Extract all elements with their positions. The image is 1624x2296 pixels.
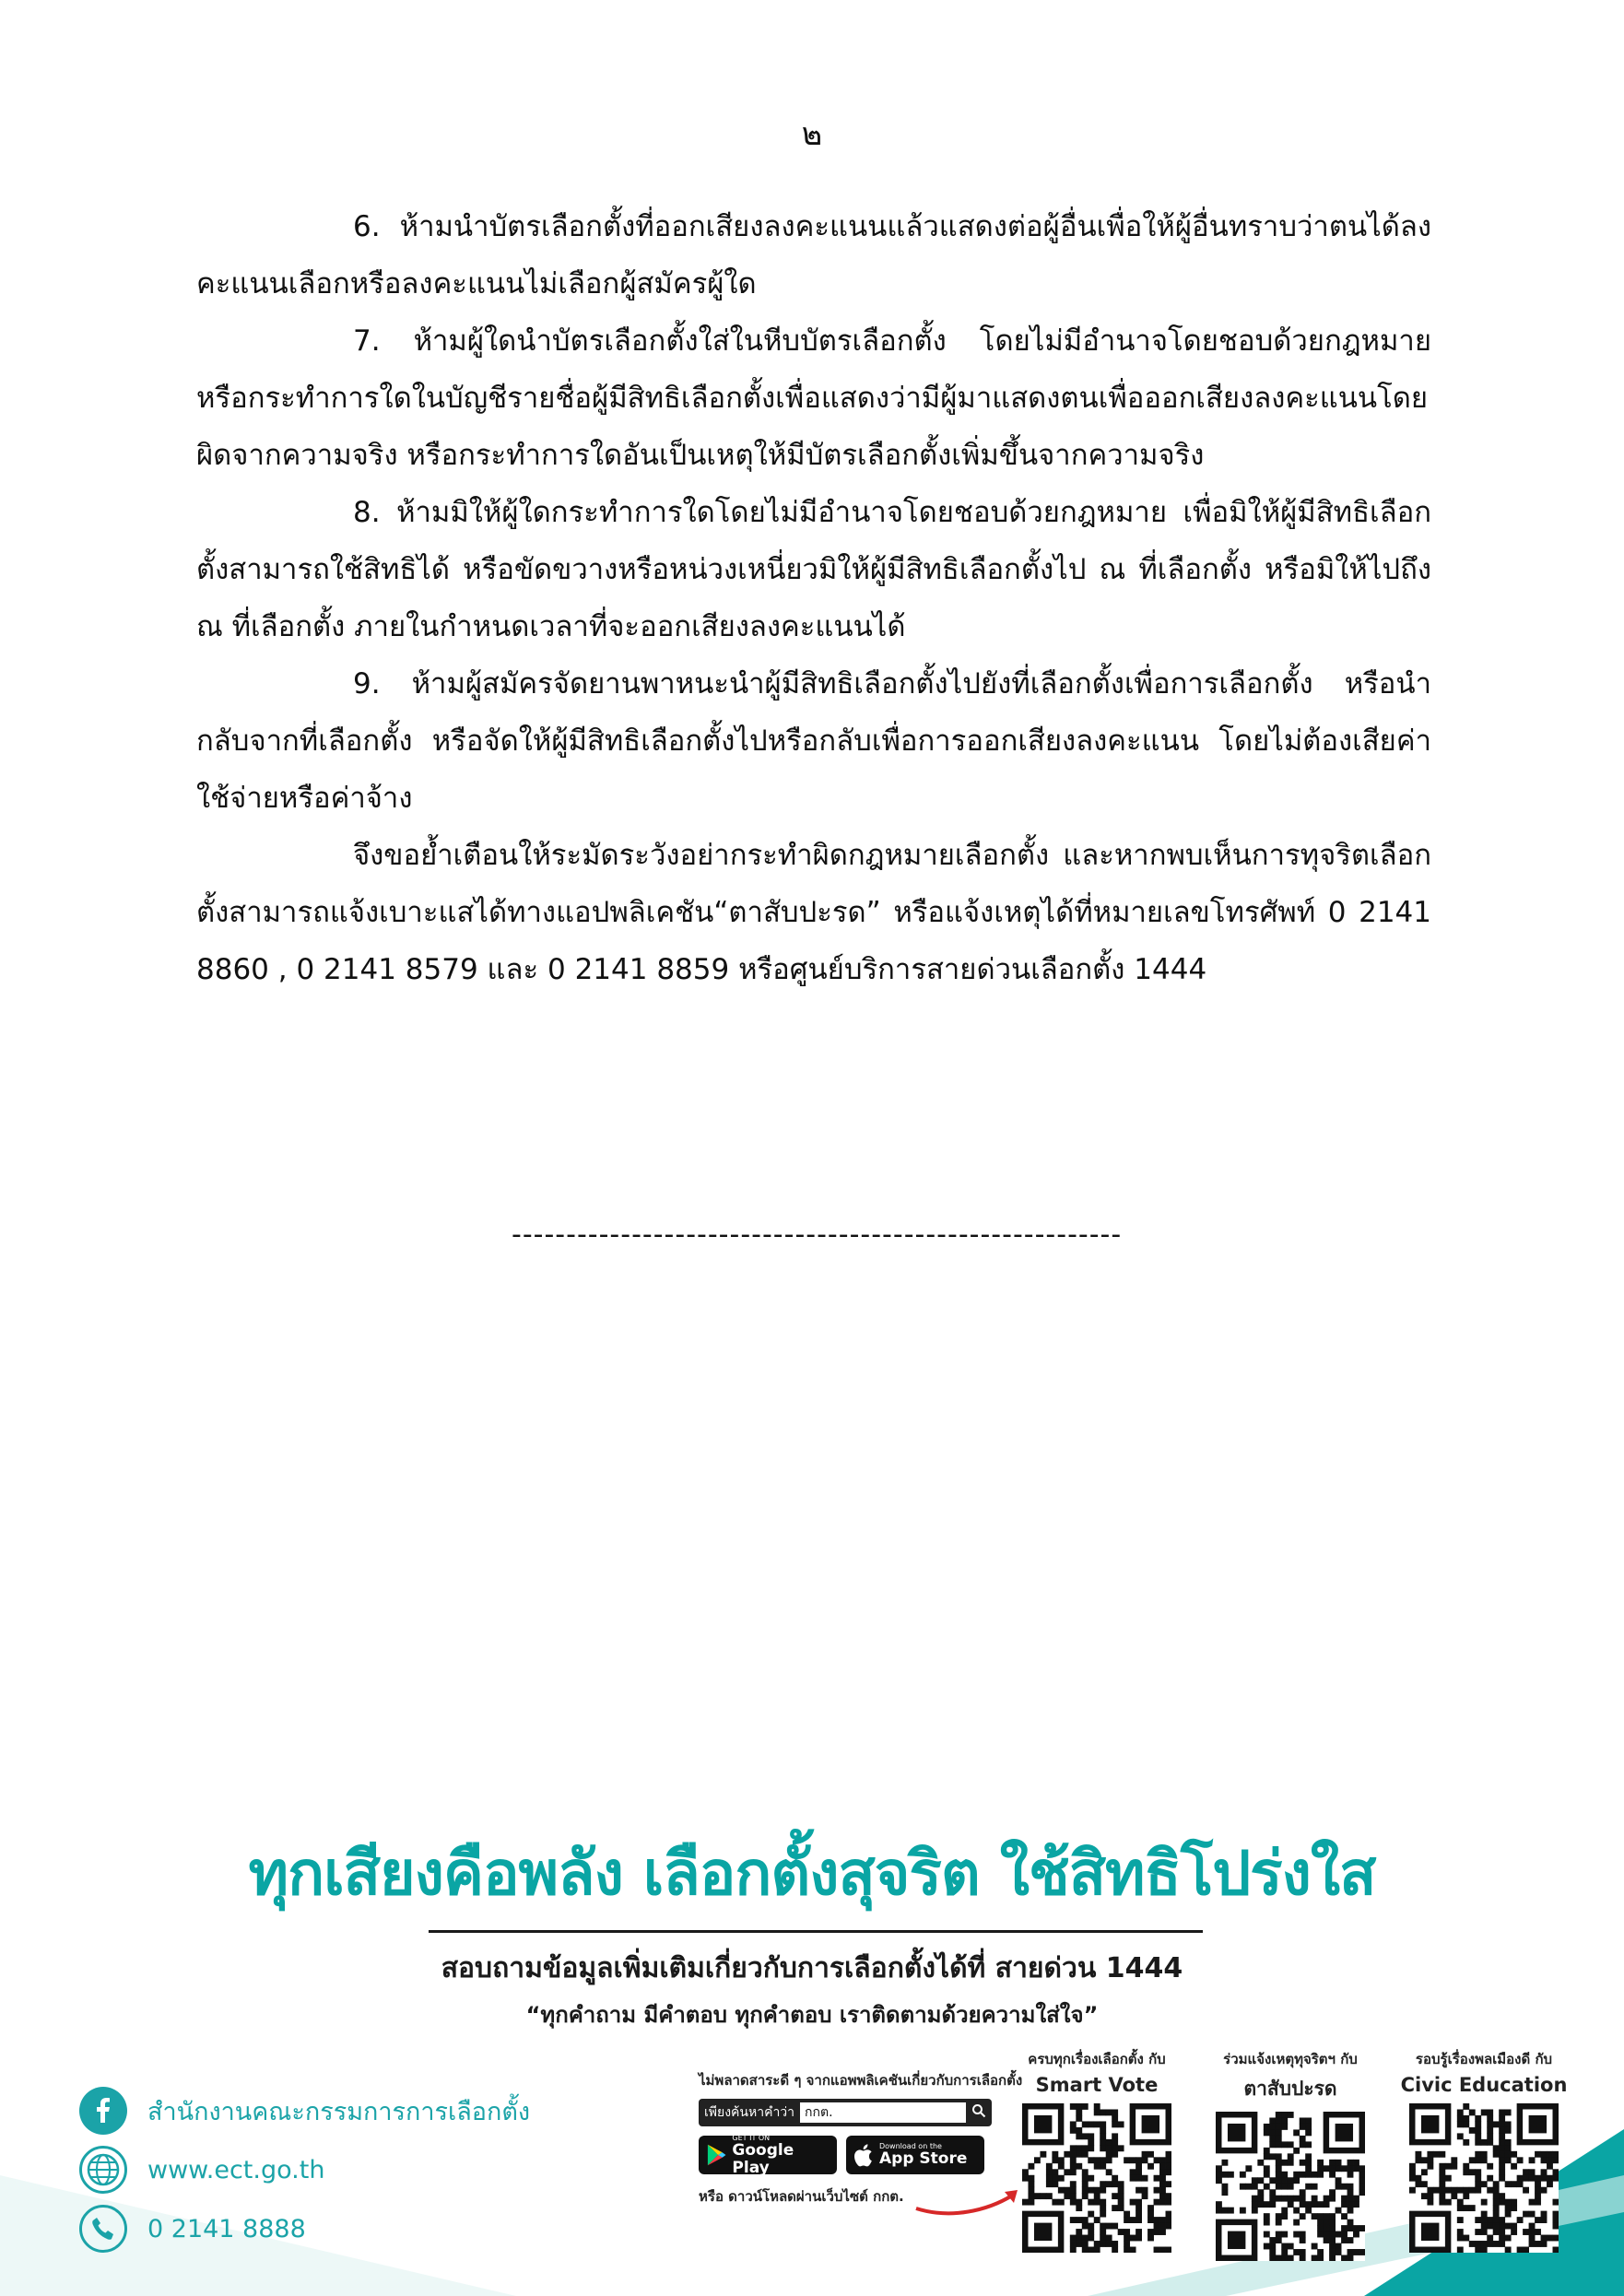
contact-website[interactable] [79, 2144, 324, 2196]
campaign-slogan: ทุกเสียงคือพลัง เลือกตั้งสุจริต ใช้สิทธิโปร่งใส [248, 1838, 1376, 1909]
search-label: เพียงค้นหาคำว่า [704, 2105, 795, 2120]
qr-code-civic-education [1409, 2103, 1559, 2253]
apple-icon [853, 2143, 874, 2167]
facebook-icon [79, 2087, 127, 2135]
qr-caption-smart-vote: ครบทุกเรื่องเลือกตั้ง กับ [1028, 2051, 1166, 2067]
paragraph-8: 8. ห้ามมิให้ผู้ใดกระทำการใดโดยไม่มีอำนาจโดยชอบด้วยกฎหมาย เพื่อมิให้ผู้มีสิทธิเลือกตั้งสามารถใช้สิทธิได้ หรือขัดขวางหรือหน่วงเหนี่ยวมิให้ผู้มีสิทธิเลือกตั้งไป ณ ที่เลือกตั้ง หรือมิให้ไปถึง ณ ที่เลือกตั้ง ภายในกำหนดเวลาที่จะออกเสียงลงคะแนนได้ [196, 496, 1431, 643]
qr-smart-vote[interactable] [1009, 2048, 1184, 2253]
motto-text: “ทุกคำถาม มีคำตอบ ทุกคำตอบ เราติดตามด้วยความใส่ใจ” [525, 2002, 1099, 2028]
search-bar [699, 2099, 992, 2126]
phone-label: 0 2141 8888 [147, 2214, 306, 2243]
google-play-icon [706, 2143, 726, 2167]
hotline-text: สอบถามข้อมูลเพิ่มเติมเกี่ยวกับการเลือกตั้งได้ที่ สายด่วน 1444 [441, 1952, 1183, 1984]
contact-phone[interactable] [79, 2203, 306, 2255]
search-input: กกต. [800, 2102, 966, 2123]
app-promo-caption: ไม่พลาดสาระดี ๆ จากแอพพลิเคชันเกี่ยวกับการเลือกตั้ง [699, 2072, 1023, 2089]
separator-line: -------------------------------------------------------- [512, 1219, 1123, 1251]
search-icon [971, 2103, 986, 2122]
paragraph-7: 7. ห้ามผู้ใดนำบัตรเลือกตั้งใส่ในหีบบัตรเลือกตั้ง โดยไม่มีอำนาจโดยชอบด้วยกฎหมาย หรือกระทำการใดในบัญชีรายชื่อผู้มีสิทธิเลือกตั้งเพื่อแสดงว่ามีผู้มาแสดงตนเพื่อออกเสียงลงคะแนนโดยผิดจากความจริง หรือกระทำการใดอันเป็นเหตุให้มีบัตรเลือกตั้งเพิ่มขึ้นจากความจริง [196, 324, 1431, 472]
google-play-label: Google Play [732, 2140, 794, 2177]
qr-name-smart-vote: Smart Vote [1035, 2074, 1159, 2096]
pointer-arrow-icon [914, 2183, 1025, 2219]
contact-facebook[interactable] [79, 2085, 530, 2137]
paragraph-6: 6. ห้ามนำบัตรเลือกตั้งที่ออกเสียงลงคะแนนแล้วแสดงต่อผู้อื่นเพื่อให้ผู้อื่นทราบว่าตนได้ลงคะแนนเลือกหรือลงคะแนนไม่เลือกผู้สมัครผู้ใด [196, 210, 1431, 300]
qr-name-ta-sap-pa-rot: ตาสับปะรด [1243, 2078, 1337, 2100]
app-store-label: App Store [879, 2149, 968, 2168]
page-number: ๒ [801, 116, 823, 153]
website-label: www.ect.go.th [147, 2155, 325, 2184]
qr-code-smart-vote [1022, 2103, 1171, 2253]
facebook-label: สำนักงานคณะกรรมการการเลือกตั้ง [147, 2097, 531, 2126]
qr-caption-ta-sap-pa-rot: ร่วมแจ้งเหตุทุจริตฯ กับ [1223, 2051, 1358, 2067]
document-body [196, 198, 1431, 998]
phone-icon [79, 2205, 127, 2253]
qr-caption-civic-education: รอบรู้เรื่องพลเมืองดี กับ [1415, 2051, 1553, 2067]
google-play-badge[interactable] [699, 2133, 837, 2177]
google-play-small-text: GET IT ON [732, 2133, 771, 2142]
qr-ta-sap-pa-rot[interactable] [1203, 2048, 1378, 2261]
closing-paragraph: จึงขอย้ำเตือนให้ระมัดระวังอย่ากระทำผิดกฎหมายเลือกตั้ง และหากพบเห็นการทุจริตเลือกตั้งสามารถแจ้งเบาะแสได้ทางแอปพลิเคชัน“ตาสับปะรด” หรือแจ้งเหตุได้ที่หมายเลขโทรศัพท์ 0 2141 8860 , 0 2141 8579 และ 0 2141 8859 หรือศูนย์บริการสายด่วนเลือกตั้ง 1444 [196, 839, 1431, 986]
paragraph-9: 9. ห้ามผู้สมัครจัดยานพาหนะนำผู้มีสิทธิเลือกตั้งไปยังที่เลือกตั้งเพื่อการเลือกตั้ง หรือนำกลับจากที่เลือกตั้ง หรือจัดให้ผู้มีสิทธิเลือกตั้งไปหรือกลับเพื่อการออกเสียงลงคะแนน โดยไม่ต้องเสียค่าใช้จ่ายหรือค่าจ้าง [196, 667, 1431, 815]
app-store-small-text: Download on the [879, 2142, 942, 2150]
slogan-underline [429, 1930, 1203, 1933]
qr-civic-education[interactable] [1396, 2048, 1571, 2253]
web-download-caption[interactable]: หรือ ดาวน์โหลดผ่านเว็บไซต์ กกต. [699, 2188, 904, 2205]
qr-name-civic-education: Civic Education [1400, 2074, 1568, 2096]
globe-icon [79, 2146, 127, 2194]
app-store-badge[interactable] [846, 2136, 984, 2174]
qr-code-ta-sap-pa-rot [1216, 2112, 1365, 2261]
